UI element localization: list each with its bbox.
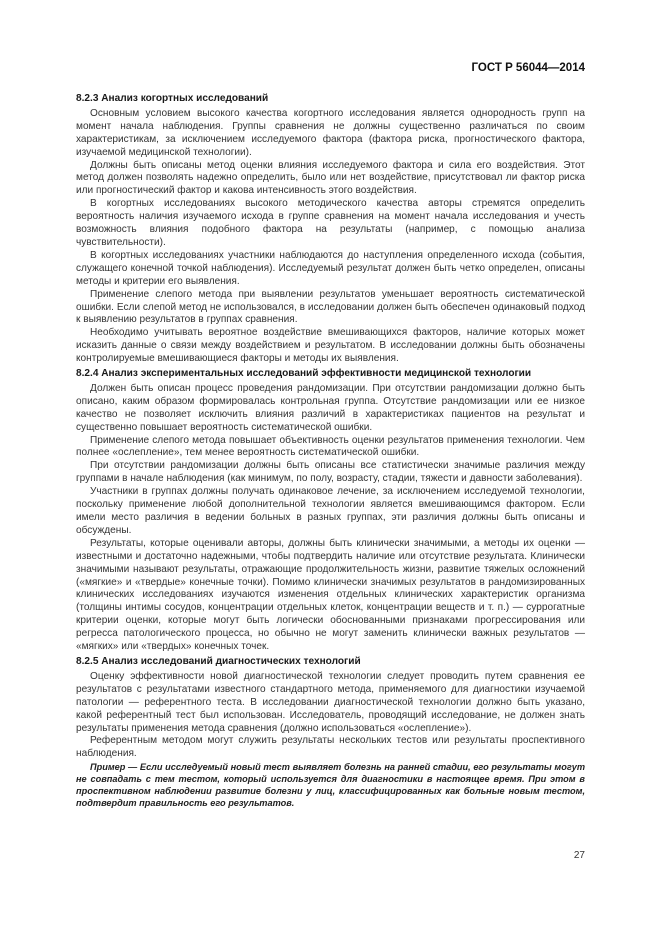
paragraph: Должен быть описан процесс проведения рандомизации. При отсутствии рандомизации должно быть описано, каким образом формировалась контрольная группа. Отсутствие рандомизации или ее низкое качество не позволяет исключить влияния различий в характеристиках пациентов на результат и существенно повышает вероятность систематической ошибки.	[76, 382, 585, 433]
paragraph: Применение слепого метода при выявлении результатов уменьшает вероятность систематической ошибки. Если слепой метод не использовался, в исследовании должен быть обеспечен одинаковый подход к выявлению результатов в группах сравнения.	[76, 288, 585, 326]
section-heading-8-2-3: 8.2.3 Анализ когортных исследований	[76, 93, 269, 104]
paragraph: Референтным методом могут служить результаты нескольких тестов или результаты проспективного наблюдения.	[76, 735, 585, 760]
paragraph: Должны быть описаны метод оценки влияния исследуемого фактора и сила его воздействия. Этот метод должен позволять надежно определить, было или нет воздействие, присутствовал ли фактор риска или прогностический фактор и какова интенсивность этого воздействия.	[76, 159, 585, 197]
paragraph: Необходимо учитывать вероятное воздействие вмешивающихся факторов, наличие которых может исказить данные о связи между воздействием и результатом. В исследовании должны быть обозначены контролируемые вмешивающиеся факторы и методы их выявления.	[76, 327, 585, 365]
example-note: Пример — Если исследуемый новый тест выявляет болезнь на ранней стадии, его результаты могут не совпадать с тем тестом, который используется для диагностики в настоящее время. При этом в проспективном наблюдении развитие болезни у лиц, классифицированных как больные новым тестом, подтвердит правильность его результатов.	[76, 762, 585, 809]
page-number: 27	[573, 850, 585, 861]
section-heading-8-2-5: 8.2.5 Анализ исследований диагностических технологий	[76, 655, 361, 667]
paragraph: Участники в группах должны получать одинаковое лечение, за исключением исследуемой технологии, поскольку применение любой дополнительной технологии является вмешивающимся фактором. Если имели место различия в ведении больных в разных группах, эти различия должны быть описаны и обсуждены.	[76, 486, 585, 536]
paragraph: Основным условием высокого качества когортного исследования является однородность групп на момент начала наблюдения. Группы сравнения не должны существенно различаться по своим характеристикам, за исключением исследуемого фактора (фактора риска, прогностического фактора, изучаемой медицинской технологии).	[76, 107, 585, 158]
paragraph: В когортных исследованиях высокого методического качества авторы стремятся определить вероятность наличия изучаемого исхода в группе сравнения на момент начала исследования и учесть возможность влияния подобного фактора на результаты (например, с помощью анализа чувствительности).	[76, 198, 585, 248]
paragraph: При отсутствии рандомизации должны быть описаны все статистически значимые различия между группами в начале наблюдения (как минимум, по полу, возрасту, стадии, тяжести и давности заболевания).	[76, 460, 585, 485]
paragraph: В когортных исследованиях участники наблюдаются до наступления определенного исхода (события, служащего конечной точкой наблюдения). Исследуемый результат должен быть четко определен, описаны методы и критерии его выявления.	[76, 249, 585, 287]
paragraph: Результаты, которые оценивали авторы, должны быть клинически значимыми, а методы их оценки — известными и достаточно надежными, чтобы подтвердить наличие или отсутствие результата. Клинически значимыми называют результаты, отражающие продолжительность жизни, развитие тяжелых осложнений («мягкие» и «твердые» конечные точки). Помимо клинически значимых результатов в рандомизированных клинических исследованиях изучаются изменения отдельных клинических характеристик организма (толщины интимы сосудов, концентрации отдельных клеток, концентрации веществ и т. п.) — суррогатные критерии оценки, которые могут быть логически обоснованными признаками прогрессирования или регресса патологического процесса, но обычно не могут заменить клинически важных результатов — «мягких» или «твердых» конечных точек.	[76, 537, 585, 653]
standard-header: ГОСТ Р 56044—2014	[471, 62, 585, 74]
paragraph: Оценку эффективности новой диагностической технологии следует проводить путем сравнения ее результатов с результатами известного стандартного метода, применяемого для диагностики изучаемой патологии — референтного теста. В исследовании диагностической технологии должно быть указано, какой референтный тест был использован. Исследователь, проводящий исследование, не должен знать результаты применения метода сравнения (должно использоваться «ослепление»).	[76, 670, 585, 734]
document-body	[76, 93, 585, 809]
section-heading-8-2-4: 8.2.4 Анализ экспериментальных исследований эффективности медицинской технологии	[76, 368, 532, 380]
paragraph: Применение слепого метода повышает объективность оценки результатов применения технологии. Чем полнее «ослепление», тем менее вероятность систематической ошибки.	[76, 434, 585, 459]
